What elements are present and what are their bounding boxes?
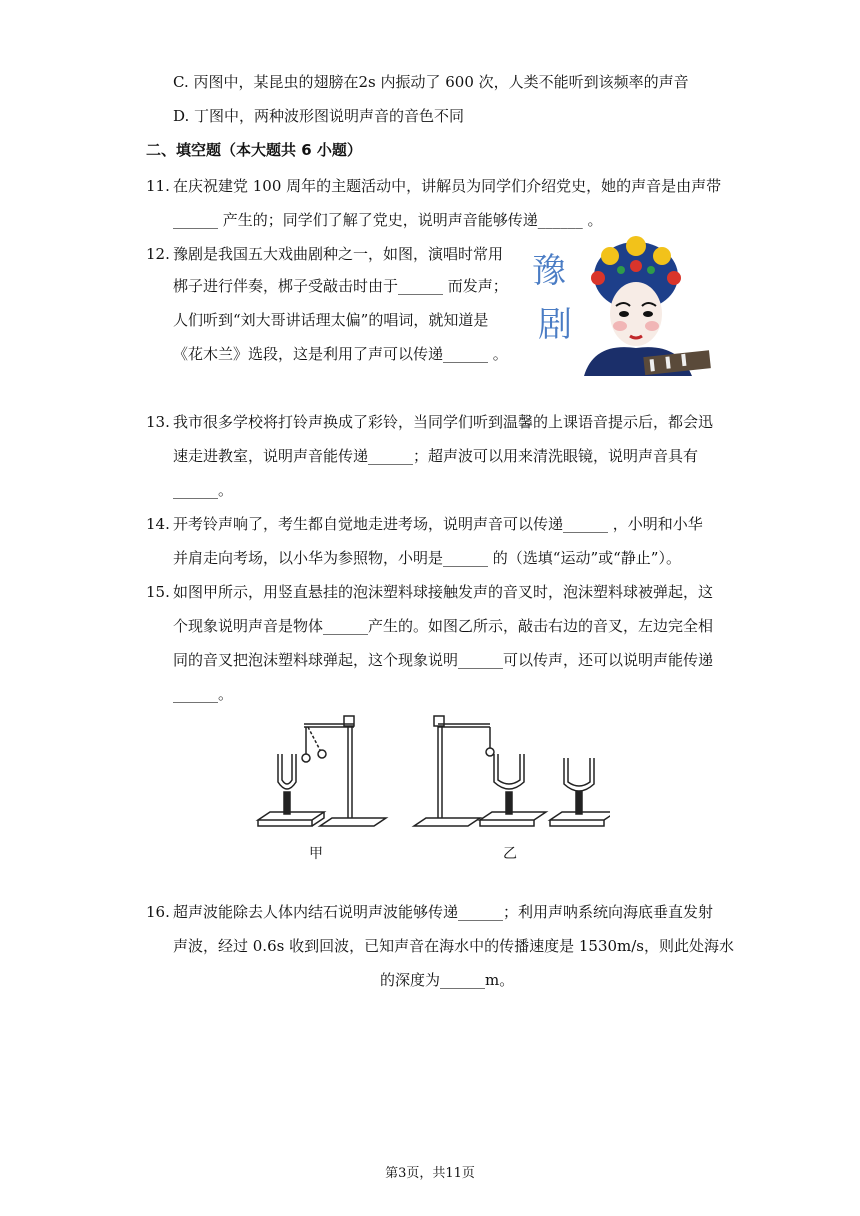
yuju-char-1: 豫: [532, 251, 566, 291]
section-title: 二、填空题（本大题共 6 小题）: [146, 141, 362, 159]
q15-line-2: 个现象说明声音是物体______产生的。如图乙所示，敲击右边的音叉，左边完全相: [173, 617, 714, 635]
q12-line-4: 《花木兰》选段，这是利用了声可以传递______ 。: [173, 345, 508, 363]
q13-line-1: 我市很多学校将打铃声换成了彩铃，当同学们听到温馨的上课语音提示后，都会迅: [173, 413, 714, 431]
q12-line-2: 梆子进行伴奏，梆子受敲击时由于______ 而发声；: [173, 277, 508, 295]
q11-number: 11.: [146, 177, 170, 195]
q12-number: 12.: [146, 245, 170, 263]
q13-line-3: ______。: [173, 481, 234, 499]
q15-line-4: ______。: [173, 685, 234, 703]
q15-line-3: 同的音叉把泡沫塑料球弹起，这个现象说明______可以传声，还可以说明声能传递: [173, 651, 714, 669]
q16-line-1: 超声波能除去人体内结石说明声波能够传递______；利用声呐系统向海底垂直发射: [173, 903, 714, 921]
yuju-char-2: 剧: [538, 305, 572, 345]
q14-number: 14.: [146, 515, 170, 533]
q15-line-1: 如图甲所示，用竖直悬挂的泡沫塑料球接触发声的音叉时，泡沫塑料球被弹起，这: [173, 583, 714, 601]
q16-line-2: 声波，经过 0.6s 收到回波，已知声音在海水中的传播速度是 1530m/s，则此处海水: [173, 937, 735, 955]
page-footer: 第3页，共11页: [385, 1166, 475, 1181]
q12-line-3: 人们听到“刘大哥讲话理太偏”的唱词，就知道是: [173, 311, 489, 329]
q14-line-2: 并肩走向考场，以小华为参照物，小明是______ 的（选填“运动”或“静止”）。: [173, 549, 681, 567]
q14-line-1: 开考铃声响了，考生都自觉地走进考场，说明声音可以传递______ ，小明和小华: [173, 515, 703, 533]
tuning-fork-figure: [250, 712, 610, 867]
q13-line-2: 速走进教室，说明声音能传递______；超声波可以用来清洗眼镜，说明声音具有: [173, 447, 699, 465]
q13-number: 13.: [146, 413, 170, 431]
option-d: D. 丁图中，两种波形图说明声音的音色不同: [173, 107, 465, 125]
q12-line-1: 豫剧是我国五大戏曲剧种之一，如图，演唱时常用: [173, 245, 504, 263]
q11-line-2: ______ 产生的；同学们了解了党史，说明声音能够传递______ 。: [173, 211, 603, 229]
option-c: C. 丙图中，某昆虫的翅膀在2s 内振动了 600 次，人类不能听到该频率的声音: [173, 73, 689, 91]
q16-line-3: 的深度为______m。: [380, 971, 515, 989]
figure-label-yi: 乙: [503, 846, 517, 862]
figure-label-jia: 甲: [309, 846, 323, 862]
q15-number: 15.: [146, 583, 170, 601]
q16-number: 16.: [146, 903, 170, 921]
q11-line-1: 在庆祝建党 100 周年的主题活动中，讲解员为同学们介绍党史，她的声音是由声带: [173, 177, 722, 195]
yuju-opera-image: [524, 236, 714, 376]
